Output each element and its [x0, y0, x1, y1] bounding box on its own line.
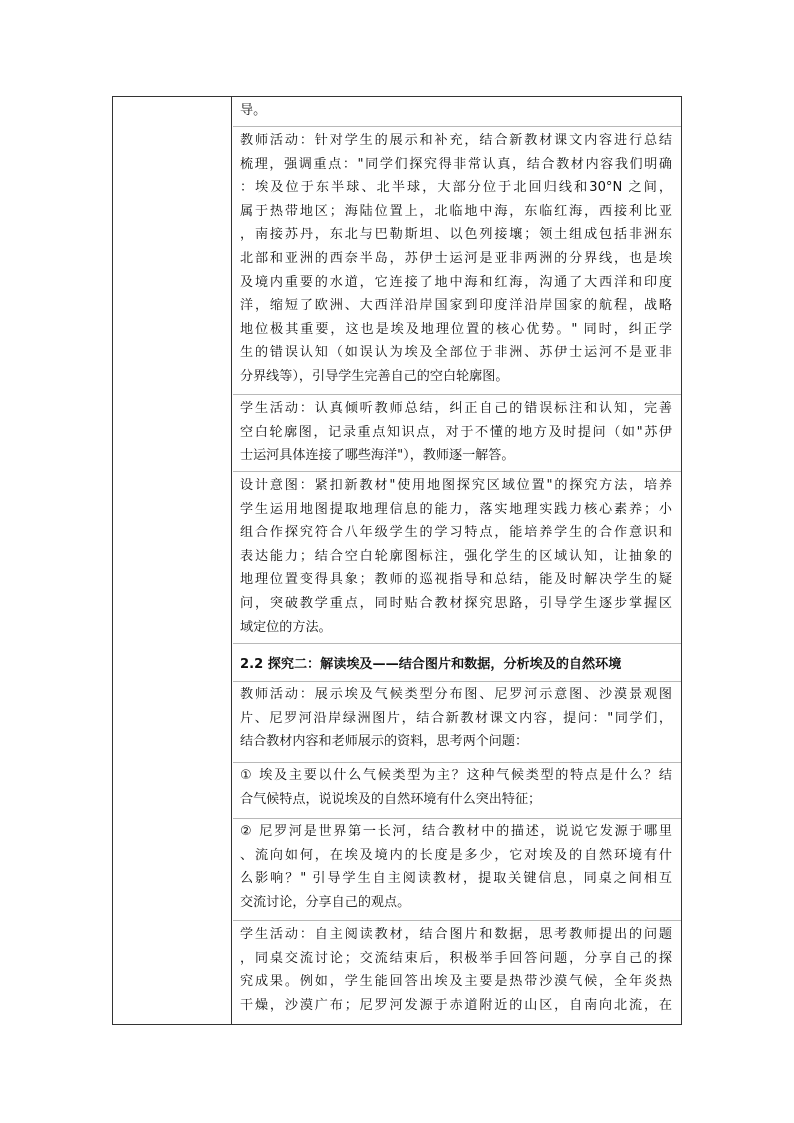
- text-line: 学生活动：认真倾听教师总结，纠正自己的错误标注和认知，完善: [240, 401, 672, 416]
- left-column-cell: [113, 97, 232, 1024]
- text-line: 设计意图：紧扣新教材"使用地图探究区域位置"的探究方法，培养: [240, 478, 672, 493]
- text-line: 士运河具体连接了哪些海洋"），教师逐一解答。: [240, 448, 515, 464]
- row-divider: [233, 394, 681, 395]
- paragraph-student-activity-1: [240, 397, 672, 468]
- text-line: 教师活动：展示埃及气候类型分布图、尼罗河示意图、沙漠景观图: [240, 687, 672, 702]
- text-line: 教师活动：针对学生的展示和补充，结合新教材课文内容进行总结: [240, 133, 672, 148]
- text-line: 生的错误认知（如误认为埃及全部位于非洲、苏伊士运河不是亚非: [240, 345, 672, 361]
- text-line: 梳理，强调重点："同学们探究得非常认真，结合教材内容我们明确: [240, 156, 672, 172]
- text-line: 学生活动：自主阅读教材，结合图片和数据，思考教师提出的问题: [240, 927, 672, 942]
- text-line: 北部和亚洲的西奈半岛，苏伊士运河是亚非两洲的分界线，也是埃: [240, 250, 672, 266]
- row-divider: [233, 818, 681, 819]
- text-line: 学生运用地图提取地理信息的能力，落实地理实践力核心素养；小: [240, 501, 672, 517]
- text-line: 及境内重要的水道，它连接了地中海和红海，沟通了大西洋和印度: [240, 274, 672, 290]
- text-line: 导。: [240, 103, 267, 118]
- text-line: 片、尼罗河沿岸绿洲图片，结合新教材课文内容，提问："同学们，: [240, 710, 672, 726]
- text-line: 地理位置变得具象；教师的巡视指导和总结，能及时解决学生的疑: [240, 572, 672, 588]
- text-line: ① 埃及主要以什么气候类型为主？这种气候类型的特点是什么？结: [240, 768, 672, 783]
- text-line: 分界线等），引导学生完善自己的空白轮廓图。: [240, 368, 509, 384]
- section-heading: [240, 653, 672, 677]
- paragraph-student-activity-2: [240, 923, 672, 1017]
- text-line: 空白轮廓图，记录重点知识点，对于不懂的地方及时提问（如"苏伊: [240, 424, 672, 440]
- text-line: 究成果。例如，学生能回答出埃及主要是热带沙漠气候，全年炎热: [240, 974, 672, 990]
- text-line: ，南接苏丹，东北与巴勒斯坦、以色列接壤；领土组成包括非洲东: [240, 227, 672, 243]
- text-line: 、流向如何，在埃及境内的长度是多少，它对埃及的自然环境有什: [240, 847, 672, 863]
- text-line: 表达能力；结合空白轮廓图标注，强化学生的区域认知，让抽象的: [240, 548, 672, 564]
- row-divider: [233, 643, 681, 644]
- paragraph-teacher-activity-2: [240, 683, 672, 754]
- row-divider: [233, 471, 681, 472]
- question-1: [240, 764, 672, 811]
- row-divider: [233, 126, 681, 127]
- text-line: 组合作探究符合八年级学生的学习特点，能培养学生的合作意识和: [240, 525, 672, 541]
- text-line: 地位极其重要，这也是埃及地理位置的核心优势。" 同时，纠正学: [240, 321, 672, 337]
- paragraph-teacher-summary: [240, 129, 672, 389]
- question-2: [240, 820, 672, 914]
- text-line: 干燥，沙漠广布；尼罗河发源于赤道附近的山区，自南向北流，在: [240, 997, 672, 1013]
- text-line: ，同桌交流讨论；交流结束后，积极举手回答问题，分享自己的探: [240, 950, 672, 966]
- text-line: ② 尼罗河是世界第一长河，结合教材中的描述，说说它发源于哪里: [240, 824, 672, 839]
- paragraph-continuation: [240, 99, 672, 123]
- paragraph-design-intent: [240, 474, 672, 639]
- text-line: 结合教材内容和老师展示的资料，思考两个问题：: [240, 734, 529, 750]
- text-line: 域定位的方法。: [240, 619, 332, 635]
- heading-text: 2.2 探究二：解读埃及——结合图片和数据，分析埃及的自然环境: [240, 657, 622, 672]
- text-line: 合气候特点，说说埃及的自然环境有什么突出特征；: [240, 791, 542, 807]
- content-cell: [233, 97, 681, 1024]
- row-divider: [233, 762, 681, 763]
- row-divider: [233, 920, 681, 921]
- lesson-table: [112, 96, 682, 1025]
- text-line: 交流讨论，分享自己的观点。: [240, 894, 411, 910]
- text-line: ：埃及位于东半球、北半球，大部分位于北回归线和30°N 之间，: [240, 180, 672, 196]
- row-divider: [233, 681, 681, 682]
- text-line: 么影响？" 引导学生自主阅读教材，提取关键信息，同桌之间相互: [240, 871, 672, 887]
- text-line: 属于热带地区；海陆位置上，北临地中海，东临红海，西接利比亚: [240, 203, 672, 219]
- text-line: 问，突破教学重点，同时贴合教材探究思路，引导学生逐步掌握区: [240, 595, 672, 611]
- text-line: 洋，缩短了欧洲、大西洋沿岸国家到印度洋沿岸国家的航程，战略: [240, 298, 672, 314]
